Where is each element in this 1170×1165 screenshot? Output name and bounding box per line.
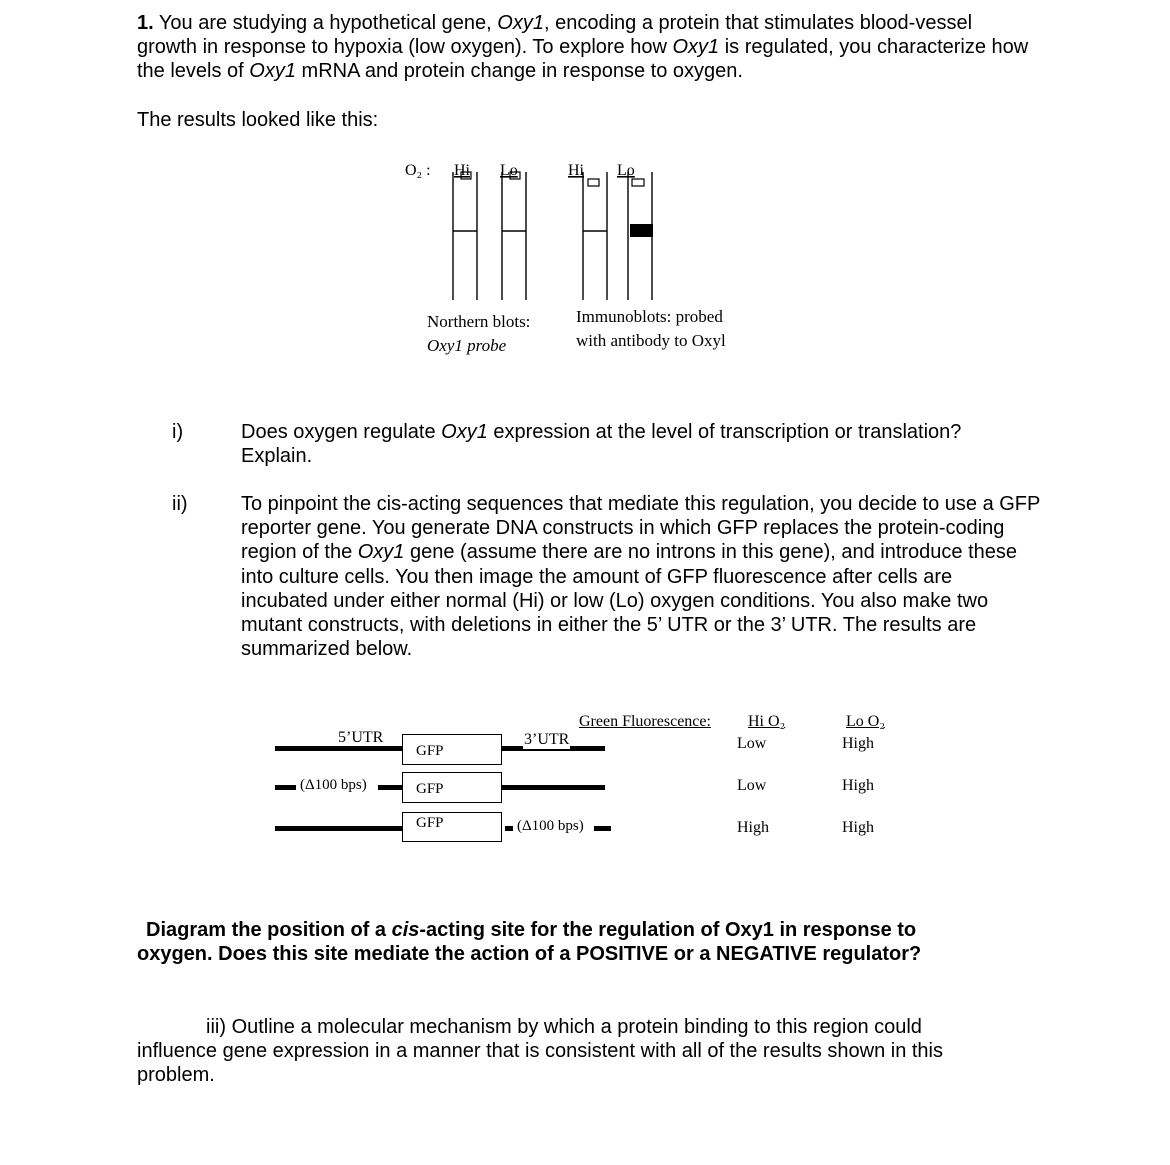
deletion-label-3utr: (Δ100 bps) (517, 818, 584, 834)
well-immuno-lo (632, 179, 644, 186)
immuno-caption-line1: Immunoblots: probed (576, 307, 723, 326)
question-intro-text: You are studying a hypothetical gene, Oxy1, encoding a protein that stimulates blood-vessel growth in response to hypoxia (low oxygen). To explore how Oxy1 is regulated, you characterize how the levels of Oxy1 mRNA and protein change in response to oxygen. (137, 12, 1029, 83)
part-iii-numeral: iii) (206, 1016, 226, 1038)
gfp-box-row3: GFP (402, 812, 502, 842)
utr3-line-right (594, 826, 611, 831)
part-ii-numeral: ii) (172, 493, 188, 515)
utr5-line-row3 (275, 826, 403, 831)
lane-label-immuno-lo: Lo (617, 162, 635, 179)
northern-probe-label: Oxy1 probe (427, 336, 507, 355)
blots-figure (400, 150, 780, 310)
immunoblot-lanes (583, 172, 653, 300)
northern-blot-lanes (453, 172, 526, 300)
northern-caption-line1: Northern blots: (427, 312, 531, 331)
part-i-text: Does oxygen regulate Oxy1 expression at the level of transcription or translation? Explain. (241, 421, 962, 468)
row1-hi-value: Low (737, 735, 767, 752)
utr5-line (275, 746, 403, 751)
lane-label-immuno-hi: Hi (568, 162, 584, 179)
part-ii-text: To pinpoint the cis-acting sequences that mediate this regulation, you decide to use a GFP reporter gene. You generate DNA constructs in which GFP replaces the protein-coding region of the Oxy1 gene (assume there are no introns in this gene), and introduce these into culture cells. You then image the amount of GFP fluorescence after cells are incubated under either normal (Hi) or low (Lo) oxygen conditions. You also make two mutant constructs, with deletions in either the 5’ UTR or the 3’ UTR. The results are summarized below. (241, 493, 1041, 661)
utr5-label: 5’UTR (338, 729, 384, 746)
utr5-line-left (275, 785, 296, 790)
immuno-caption-line2: with antibody to Oxyl (576, 331, 726, 350)
part-iii (137, 1015, 997, 1088)
column-header-hi-o2: Hi O₂ (748, 713, 786, 730)
part-i-numeral: i) (172, 421, 184, 443)
column-header-lo-o2: Lo O₂ (846, 713, 885, 730)
fluorescence-header (579, 713, 711, 731)
part-iii-text: Outline a molecular mechanism by which a protein binding to this region could influence gene expression in a manner that is consistent with all of the results shown in this problem. (137, 1016, 943, 1087)
utr3-line-left (505, 826, 513, 831)
gfp-box-row2: GFP (402, 772, 502, 803)
utr3-label: 3’UTR (524, 731, 570, 748)
lane-label-northern-hi: Hi (454, 162, 470, 179)
northern-caption (427, 310, 530, 358)
row3-hi-value: High (737, 819, 769, 836)
diagram-question: Diagram the position of a cis-acting site for the regulation of Oxy1 in response to oxygen. Does this site mediate the action of a POSITIVE or a NEGATIVE regulator? (137, 919, 922, 966)
utr5-line-right (378, 785, 403, 790)
lane-label-northern-lo: Lo (500, 162, 518, 179)
fluorescence-header-label: Green Fluorescence: (579, 713, 711, 730)
row1-lo-value: High (842, 735, 874, 752)
row3-lo-value: High (842, 819, 874, 836)
band-immuno-lo (630, 224, 653, 237)
row2-lo-value: High (842, 777, 874, 794)
gfp-box-row1: GFP (402, 734, 502, 765)
question-number: 1. (137, 12, 154, 34)
deletion-label-5utr: (Δ100 bps) (300, 777, 367, 793)
row2-hi-value: Low (737, 777, 767, 794)
question-intro (137, 11, 1037, 84)
results-intro: The results looked like this: (137, 109, 379, 131)
immunoblot-caption (576, 305, 726, 353)
northern-caption-line2 (427, 334, 530, 358)
well-immuno-hi (588, 179, 599, 186)
o2-label: O₂ : (405, 162, 431, 179)
utr3-line-row2 (501, 785, 605, 790)
